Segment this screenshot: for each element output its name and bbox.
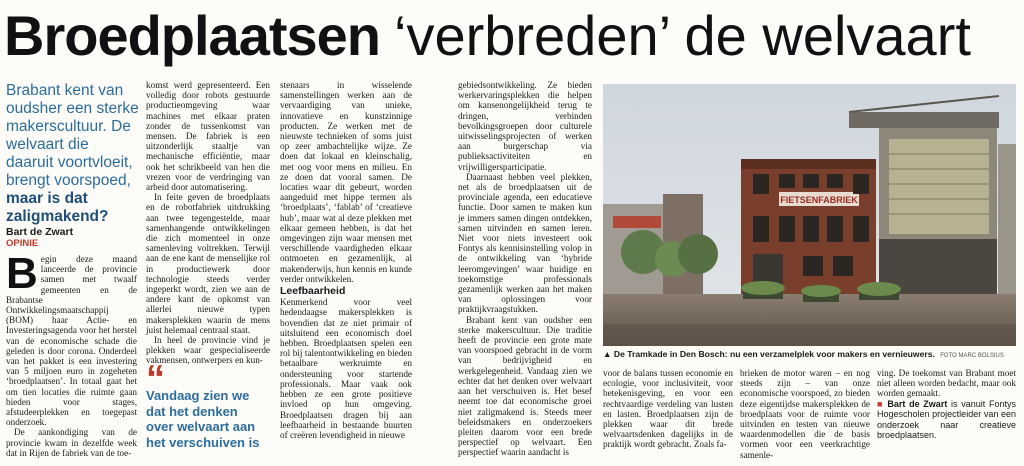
photo-caption xyxy=(603,349,1016,361)
column-7 xyxy=(877,368,1016,464)
intro-text: Brabant kent van oudsher een sterke makerscultuur. De welvaart die daaruit voortvloeit, brengt voorspoed, xyxy=(6,82,139,189)
column-2 xyxy=(146,80,270,366)
column-6-paragraph-1: brieken de motor waren – en nog steeds zijn – van onze economische voorspoed, zo bieden deze eigentijdse makersplekken de broedplaats voor de ruimte voor uitvinden en testen van nieuwe waardenmodellen die de basis vormen voor een veerkrachtige samenle- xyxy=(740,368,870,460)
column-5 xyxy=(603,368,733,464)
byline: Bart de Zwart xyxy=(6,226,74,238)
column-3-paragraph-2: Kenmerkend voor veel hedendaagse makersplekken is bovendien dat ze niet primair of uitsluitend een economisch doel hebben. Broedplaatsen spelen een rol bij talentontwikkeling en bieden betaalbare werkruimte en ondersteuning voor startende professionals. Maar vaak ook hebben ze een grote positieve invloed op hun omgeving. Broedplaatsen dragen bij aan leefbaarheid in bestaande buurten of creëren levendigheid in nieuwe xyxy=(280,297,412,440)
bio-name: Bart de Zwart xyxy=(887,398,948,409)
pull-quote xyxy=(146,358,268,450)
column-2-paragraph-2: In feite geven de broedplaats en de robotfabriek uitdrukking aan twee tegengestelde, maar samenhangende ontwikkelingen die zich momenteel in onze samenleving voltrekken. Terwijl aan de ene kant de menselijke rol in productiewerk door technologie steeds verder ingeperkt wordt, zien we aan de andere kant de opkomst van allerlei nieuwe typen makersplekken waarin de mens juist helemaal centraal staat. xyxy=(146,192,270,335)
quote-mark-icon: “ xyxy=(146,358,165,400)
column-2-paragraph-3: In heel de provincie vind je plekken waar gespecialiseerde vakmensen, ontwerpers en kun- xyxy=(146,335,270,366)
intro-emphasis: maar is dat zaligmakend? xyxy=(6,190,109,225)
column-5-paragraph-1: voor de balans tussen economie en ecologie, voor inclusiviteit, voor betekenisgeving, en voor een rechtvaardige verdeling van lusten en lasten. Broedplaatsen zijn de plekken waar dit brede welvaartsdenken dagelijks in de praktijk wordt gebracht. Zoals fa- xyxy=(603,368,733,450)
column-7-paragraph-1: ving. De toekomst van Brabant moet niet alleen worden bedacht, maar ook worden gemaakt. xyxy=(877,368,1016,399)
column-4-paragraph-3: Brabant kent van oudsher een sterke makerscultuur. Die traditie heeft de provincie een grote mate van voorspoed gebracht in de vorm van bedrijvigheid en werkgelegenheid. Vandaag zien we echter dat het denken over welvaart aan het verschuiven is. Het besef neemt toe dat economische groei niet zaligmakend is. Steeds meer beleidsmakers en onderzoekers pleiten daarom voor een brede perspectief op welvaart. Een perspectief waarin aandacht is xyxy=(458,314,592,458)
column-1 xyxy=(6,249,137,464)
column-4-paragraph-1: gebiedsontwikkeling. Ze bieden werkervaringsplekken die helpen om kansenongelijkheid terug te dringen, verbinden bevolkingsgroepen door culturele uitwisselingsprojecten of werken aan burgerschap via publieksactiviteiten en vrijwilligersparticipatie. xyxy=(458,80,592,172)
photo-credit: FOTO MARC BOLSIUS xyxy=(940,353,1004,359)
column-3 xyxy=(280,80,412,464)
column-3-paragraph-1: stenaars in wisselende samenstellingen werken aan de vervaardiging van unieke, innovatieve en kunstzinnige producten. Ze werken met de nieuwste technieken of soms juist op zeer ambachtelijke wijze. Ze doen dat lokaal en kleinschalig, met oog voor mens en milieu. En ze doen dat vooral samen. De locaties waar dit gebeurt, worden aangeduid met hippe termen als ‘broedplaats’, ‘fablab’ of ‘creatieve hub’, maar wat al deze plekken met elkaar gemeen hebben, is dat het omgevingen zijn waar mensen met verschillende vaardigheden elkaar ontmoeten en gezamenlijk, al makenderwijs, hun kennis en kunde verder ontwikkelen. xyxy=(280,80,412,284)
column-2-paragraph-1: komst werd gepresenteerd. Een volledig door robots gestuurde productieomgeving waar machines met elkaar praten zonder de tussenkomst van mensen. De fabriek is een uitzonderlijk staaltje van mechanische efficiëntie, maar ook het schrikbeeld van hen die vrezen voor de verdringing van arbeid door automatisering. xyxy=(146,80,270,193)
bio-marker-icon: ■ xyxy=(877,398,884,409)
section-label: OPINIE xyxy=(6,238,39,249)
bio-text: is vanuit Fontys Hogescholen projectleider van een onderzoek naar creatieve broedplaatsen. xyxy=(877,398,1016,441)
column-4-paragraph-2: Daarnaast hebben veel plekken, net als de broedplaatsen uit de provinciale agenda, een educatieve functie. Door samen te maken kun je immers samen dingen ontdekken, samen uitvinden en samen leren. Niet voor niets investeert ook Fontys als kennisinstelling volop in de ontwikkeling van ‘hybride leeromgevingen’ waar huidige en toekomstige professionals gezamenlijk werken aan het maken van oplossingen voor praktijkvraagstukken. xyxy=(458,171,592,315)
subhead-leefbaarheid: Leefbaarheid xyxy=(280,285,346,298)
dropcap: B xyxy=(6,249,38,298)
column-6 xyxy=(740,368,870,464)
intro xyxy=(6,82,140,226)
caption-text: De Tramkade in Den Bosch: nu een verzamelplek voor makers en vernieuwers. xyxy=(613,349,935,359)
headline xyxy=(4,0,971,72)
headline-bold: Broedplaatsen xyxy=(4,4,380,67)
fietsenfabriek-sign: FIETSENFABRIEK xyxy=(780,195,858,205)
column-4 xyxy=(458,80,592,464)
author-bio xyxy=(877,399,1016,441)
column-1-paragraph-1: egin deze maand lanceerde de provincie samen met twaalf gemeenten en de Brabantse Ontwikkelingsmaatschappij (BOM) haar Actie- en Investeringsagenda voor het herstel van de economische schade die geleden is door corona. Onderdeel van het pakket is een investering van 5 miljoen euro in zogeheten ‘broedplaatsen’. In totaal gaat het om tien locaties die ruimte gaan bieden voor stages, afstudeerplekken en toegepast onderzoek. xyxy=(6,254,137,428)
column-1-paragraph-2: De aankondiging van de provincie kwam in dezelfde week dat in Rijen de fabriek van de toe- xyxy=(6,427,137,458)
headline-light: ‘verbreden’ de welvaart xyxy=(394,4,971,67)
caption-marker-icon: ▲ xyxy=(603,349,612,359)
pull-quote-text: Vandaag zien we dat het denken over welvaart aan het verschuiven is xyxy=(146,388,260,450)
article-photo xyxy=(603,84,1016,346)
